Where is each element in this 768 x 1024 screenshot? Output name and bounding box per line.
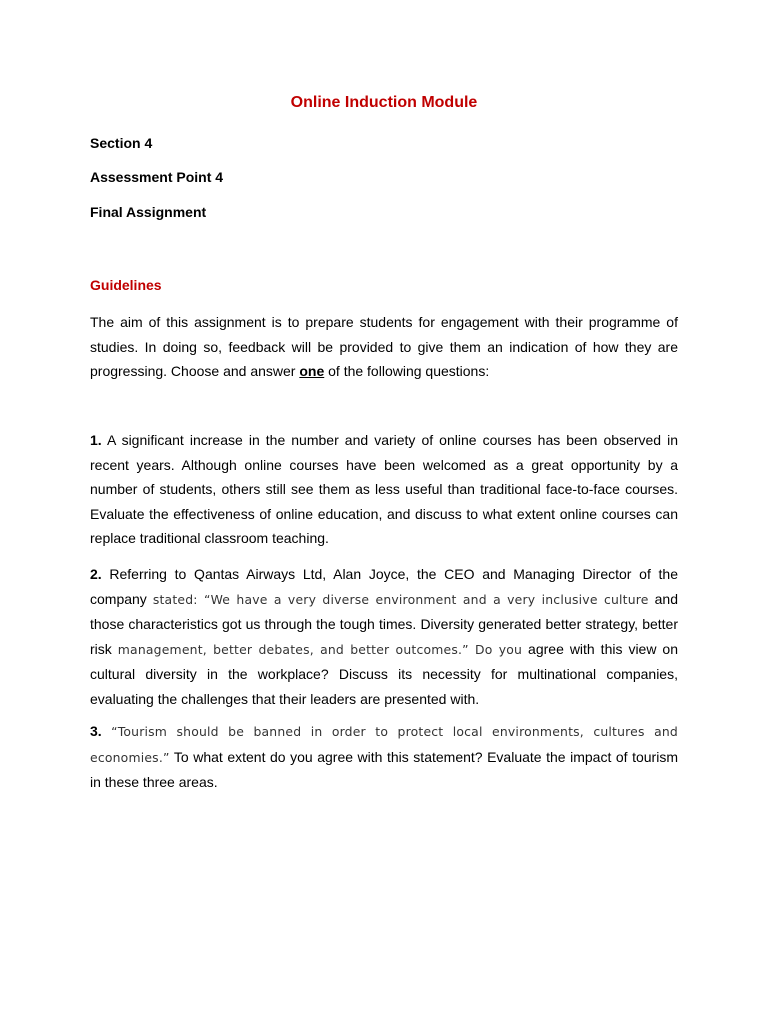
section-heading: Section 4 bbox=[90, 135, 153, 151]
question-1-number: 1. bbox=[90, 432, 102, 448]
question-3-number: 3. bbox=[90, 723, 102, 739]
assignment-heading: Final Assignment bbox=[90, 204, 207, 220]
question-2-quote-a: stated: “We have a very diverse environment and a very inclusive culture bbox=[152, 591, 649, 607]
question-2-number: 2. bbox=[90, 566, 102, 582]
question-3-quote: “Tourism should be banned in order to protect local environments, cultures and economies.” bbox=[90, 724, 678, 765]
question-2-text-mid: and those characteristics got us through the tough times. Diversity generated better strategy, better risk bbox=[90, 590, 678, 657]
question-2 bbox=[90, 562, 678, 712]
question-3 bbox=[90, 719, 678, 795]
question-1-text: A significant increase in the number and variety of online courses has been observed in recent years. Although online courses have been welcomed as a great opportunity by a number of students, others still see them as less useful than traditional face-to-face courses. Evaluate the effectiveness of online education, and discuss to what extent online courses can replace traditional classroom teaching. bbox=[90, 432, 678, 547]
question-1 bbox=[90, 428, 678, 551]
assessment-point-heading: Assessment Point 4 bbox=[90, 169, 224, 185]
intro-text-before: The aim of this assignment is to prepare students for engagement with their programme of studies. In doing so, feedback will be provided to give them an indication of how they are progressing. Choose and answer bbox=[90, 314, 678, 380]
question-2-text-after: agree with this view on cultural diversity in the workplace? Discuss its necessity for multinational companies, evaluating the challenges that their leaders are presented with. bbox=[90, 640, 678, 707]
question-2-quote-b: management, better debates, and better outcomes.” Do you bbox=[117, 641, 523, 657]
intro-text-after: of the following questions: bbox=[324, 363, 490, 380]
intro-emphasis: one bbox=[299, 363, 325, 380]
question-2-text-before: Referring to Qantas Airways Ltd, Alan Joyce, the CEO and Managing Director of the company bbox=[90, 566, 678, 607]
page-title: Online Induction Module bbox=[290, 94, 478, 111]
guidelines-heading: Guidelines bbox=[90, 277, 162, 293]
question-3-text: To what extent do you agree with this statement? Evaluate the impact of tourism in these three areas. bbox=[90, 748, 678, 791]
intro-paragraph bbox=[90, 310, 678, 384]
